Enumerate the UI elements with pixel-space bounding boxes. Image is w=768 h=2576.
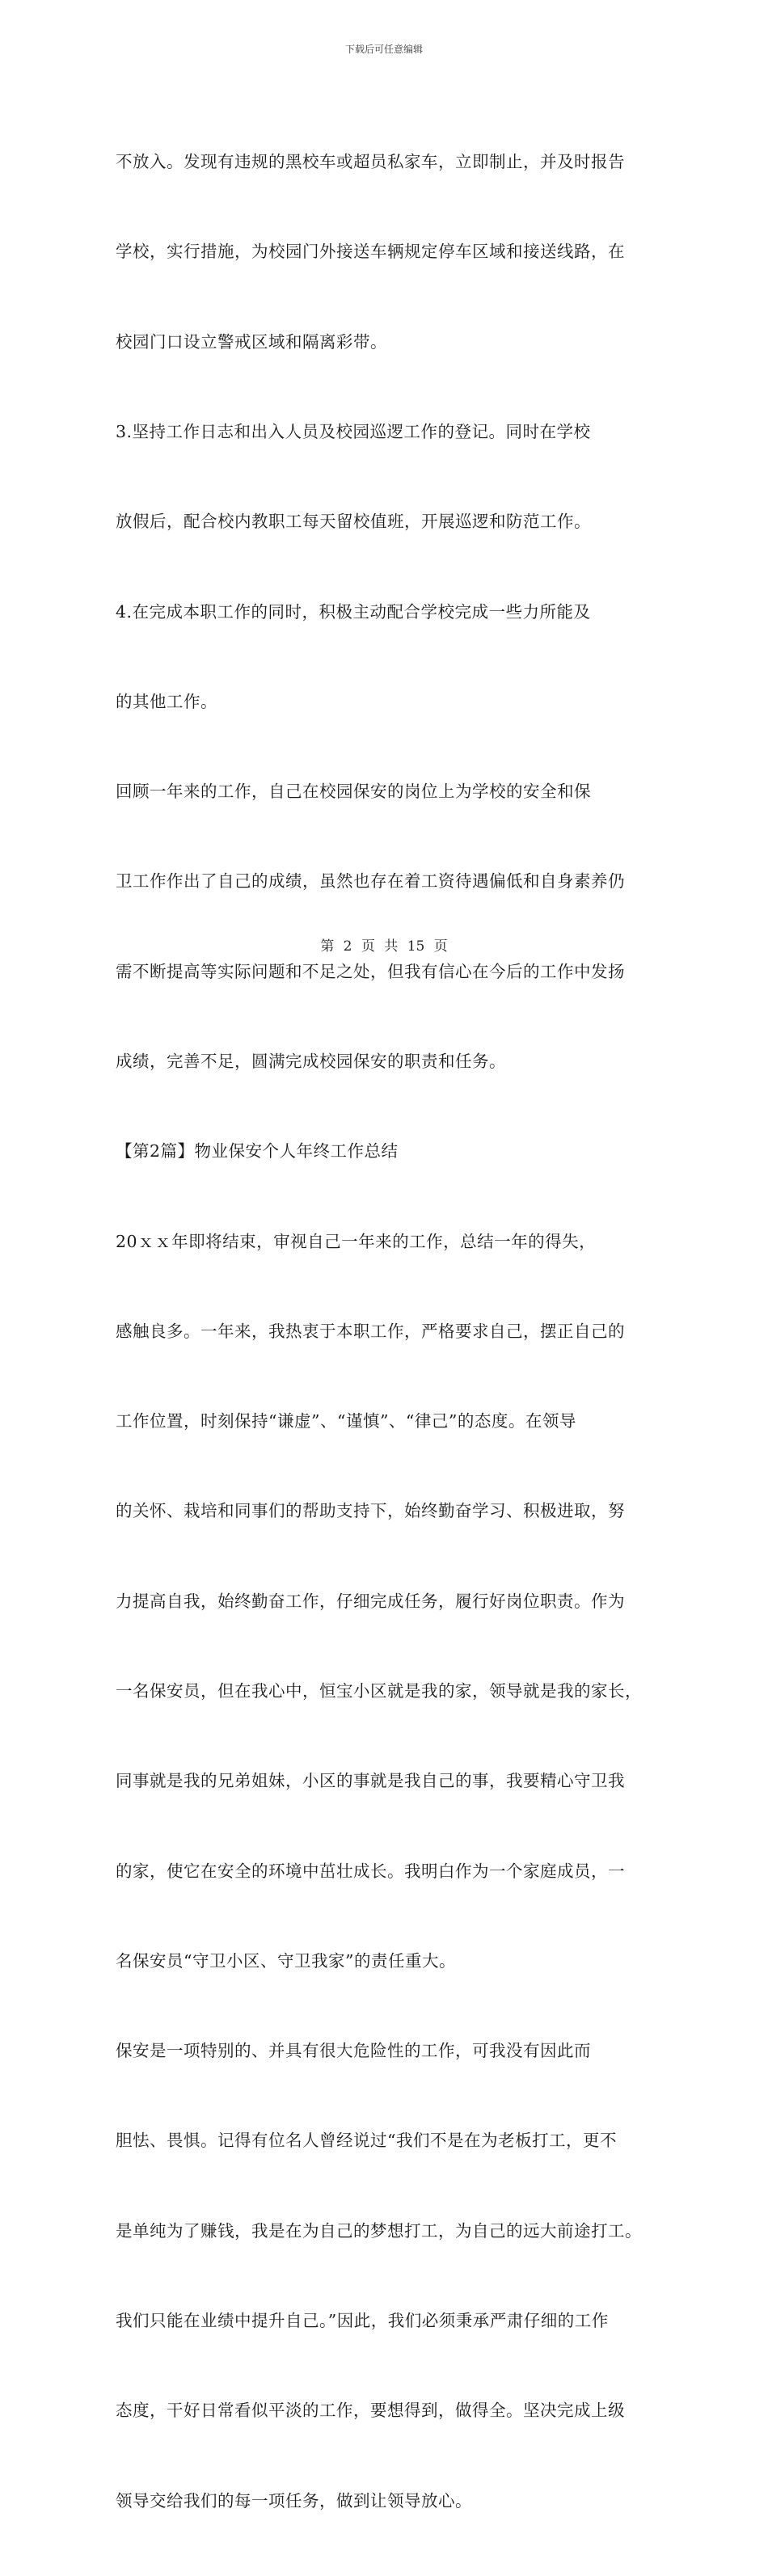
page-header-note: 下载后可任意编辑 — [344, 44, 423, 55]
text-line: 不放入。发现有违规的黑校车或超员私家车，立即制止，并及时报告 — [116, 152, 625, 172]
text-line: 工作位置，时刻保持“谦虚”、“谨慎”、“律己”的态度。在领导 — [116, 1411, 576, 1431]
body-text — [116, 87, 654, 2576]
text-line: 学校，实行措施，为校园门外接送车辆规定停车区域和接送线路，在 — [116, 242, 625, 262]
text-line: 的家，使它在安全的环境中茁壮成长。我明白作为一个家庭成员，一 — [116, 1861, 625, 1881]
document-body — [116, 87, 654, 2576]
text-line: 胆怯、畏惧。记得有位名人曾经说过“我们不是在为老板打工，更不 — [116, 2131, 617, 2151]
text-line: 是单纯为了赚钱，我是在为自己的梦想打工，为自己的远大前途打工。 — [116, 2220, 642, 2241]
text-line: 需不断提高等实际问题和不足之处，但我有信心在今后的工作中发扬 — [116, 961, 625, 981]
text-line: 卫工作作出了自己的成绩，虽然也存在着工资待遇偏低和自身素养仍 — [116, 871, 625, 892]
text-line: 一名保安员，但在我心中，恒宝小区就是我的家，领导就是我的家长， — [116, 1680, 642, 1701]
text-line: 20ｘｘ年即将结束，审视自己一年来的工作，总结一年的得失， — [116, 1231, 597, 1251]
text-line: 态度，干好日常看似平淡的工作，要想得到，做得全。坚决完成上级 — [116, 2401, 625, 2421]
text-line: 的其他工作。 — [116, 691, 217, 711]
text-line: 感触良多。一年来，我热衷于本职工作，严格要求自己，摆正自己的 — [116, 1321, 625, 1341]
text-line: 的关怀、栽培和同事们的帮助支持下，始终勤奋学习、积极进取，努 — [116, 1501, 625, 1521]
text-line: 领导交给我们的每一项任务，做到让领导放心。 — [116, 2490, 472, 2511]
text-line: 3.坚持工作日志和出入人员及校园巡逻工作的登记。同时在学校 — [116, 422, 591, 442]
text-line: 回顾一年来的工作，自己在校园保安的岗位上为学校的安全和保 — [116, 782, 591, 802]
text-line: 名保安员“守卫小区、守卫我家”的责任重大。 — [116, 1950, 456, 1971]
text-line: 成绩，完善不足，圆满完成校园保安的职责和任务。 — [116, 1052, 506, 1071]
text-line: 校园门口设立警戒区域和隔离彩带。 — [116, 331, 387, 352]
text-line: 放假后，配合校内教职工每天留校值班，开展巡逻和防范工作。 — [116, 512, 591, 532]
section-heading: 【第2篇】物业保安个人年终工作总结 — [116, 1141, 399, 1162]
page-number-footer: 第 2 页 共 15 页 — [320, 938, 448, 955]
text-line: 我们只能在业绩中提升自己。”因此，我们必须秉承严肃仔细的工作 — [116, 2310, 609, 2330]
text-line: 力提高自我，始终勤奋工作，仔细完成任务，履行好岗位职责。作为 — [116, 1591, 625, 1611]
text-line: 保安是一项特别的、并具有很大危险性的工作，可我没有因此而 — [116, 2041, 591, 2061]
text-line: 4.在完成本职工作的同时，积极主动配合学校完成一些力所能及 — [116, 601, 591, 622]
text-line: 同事就是我的兄弟姐妹，小区的事就是我自己的事，我要精心守卫我 — [116, 1771, 625, 1791]
